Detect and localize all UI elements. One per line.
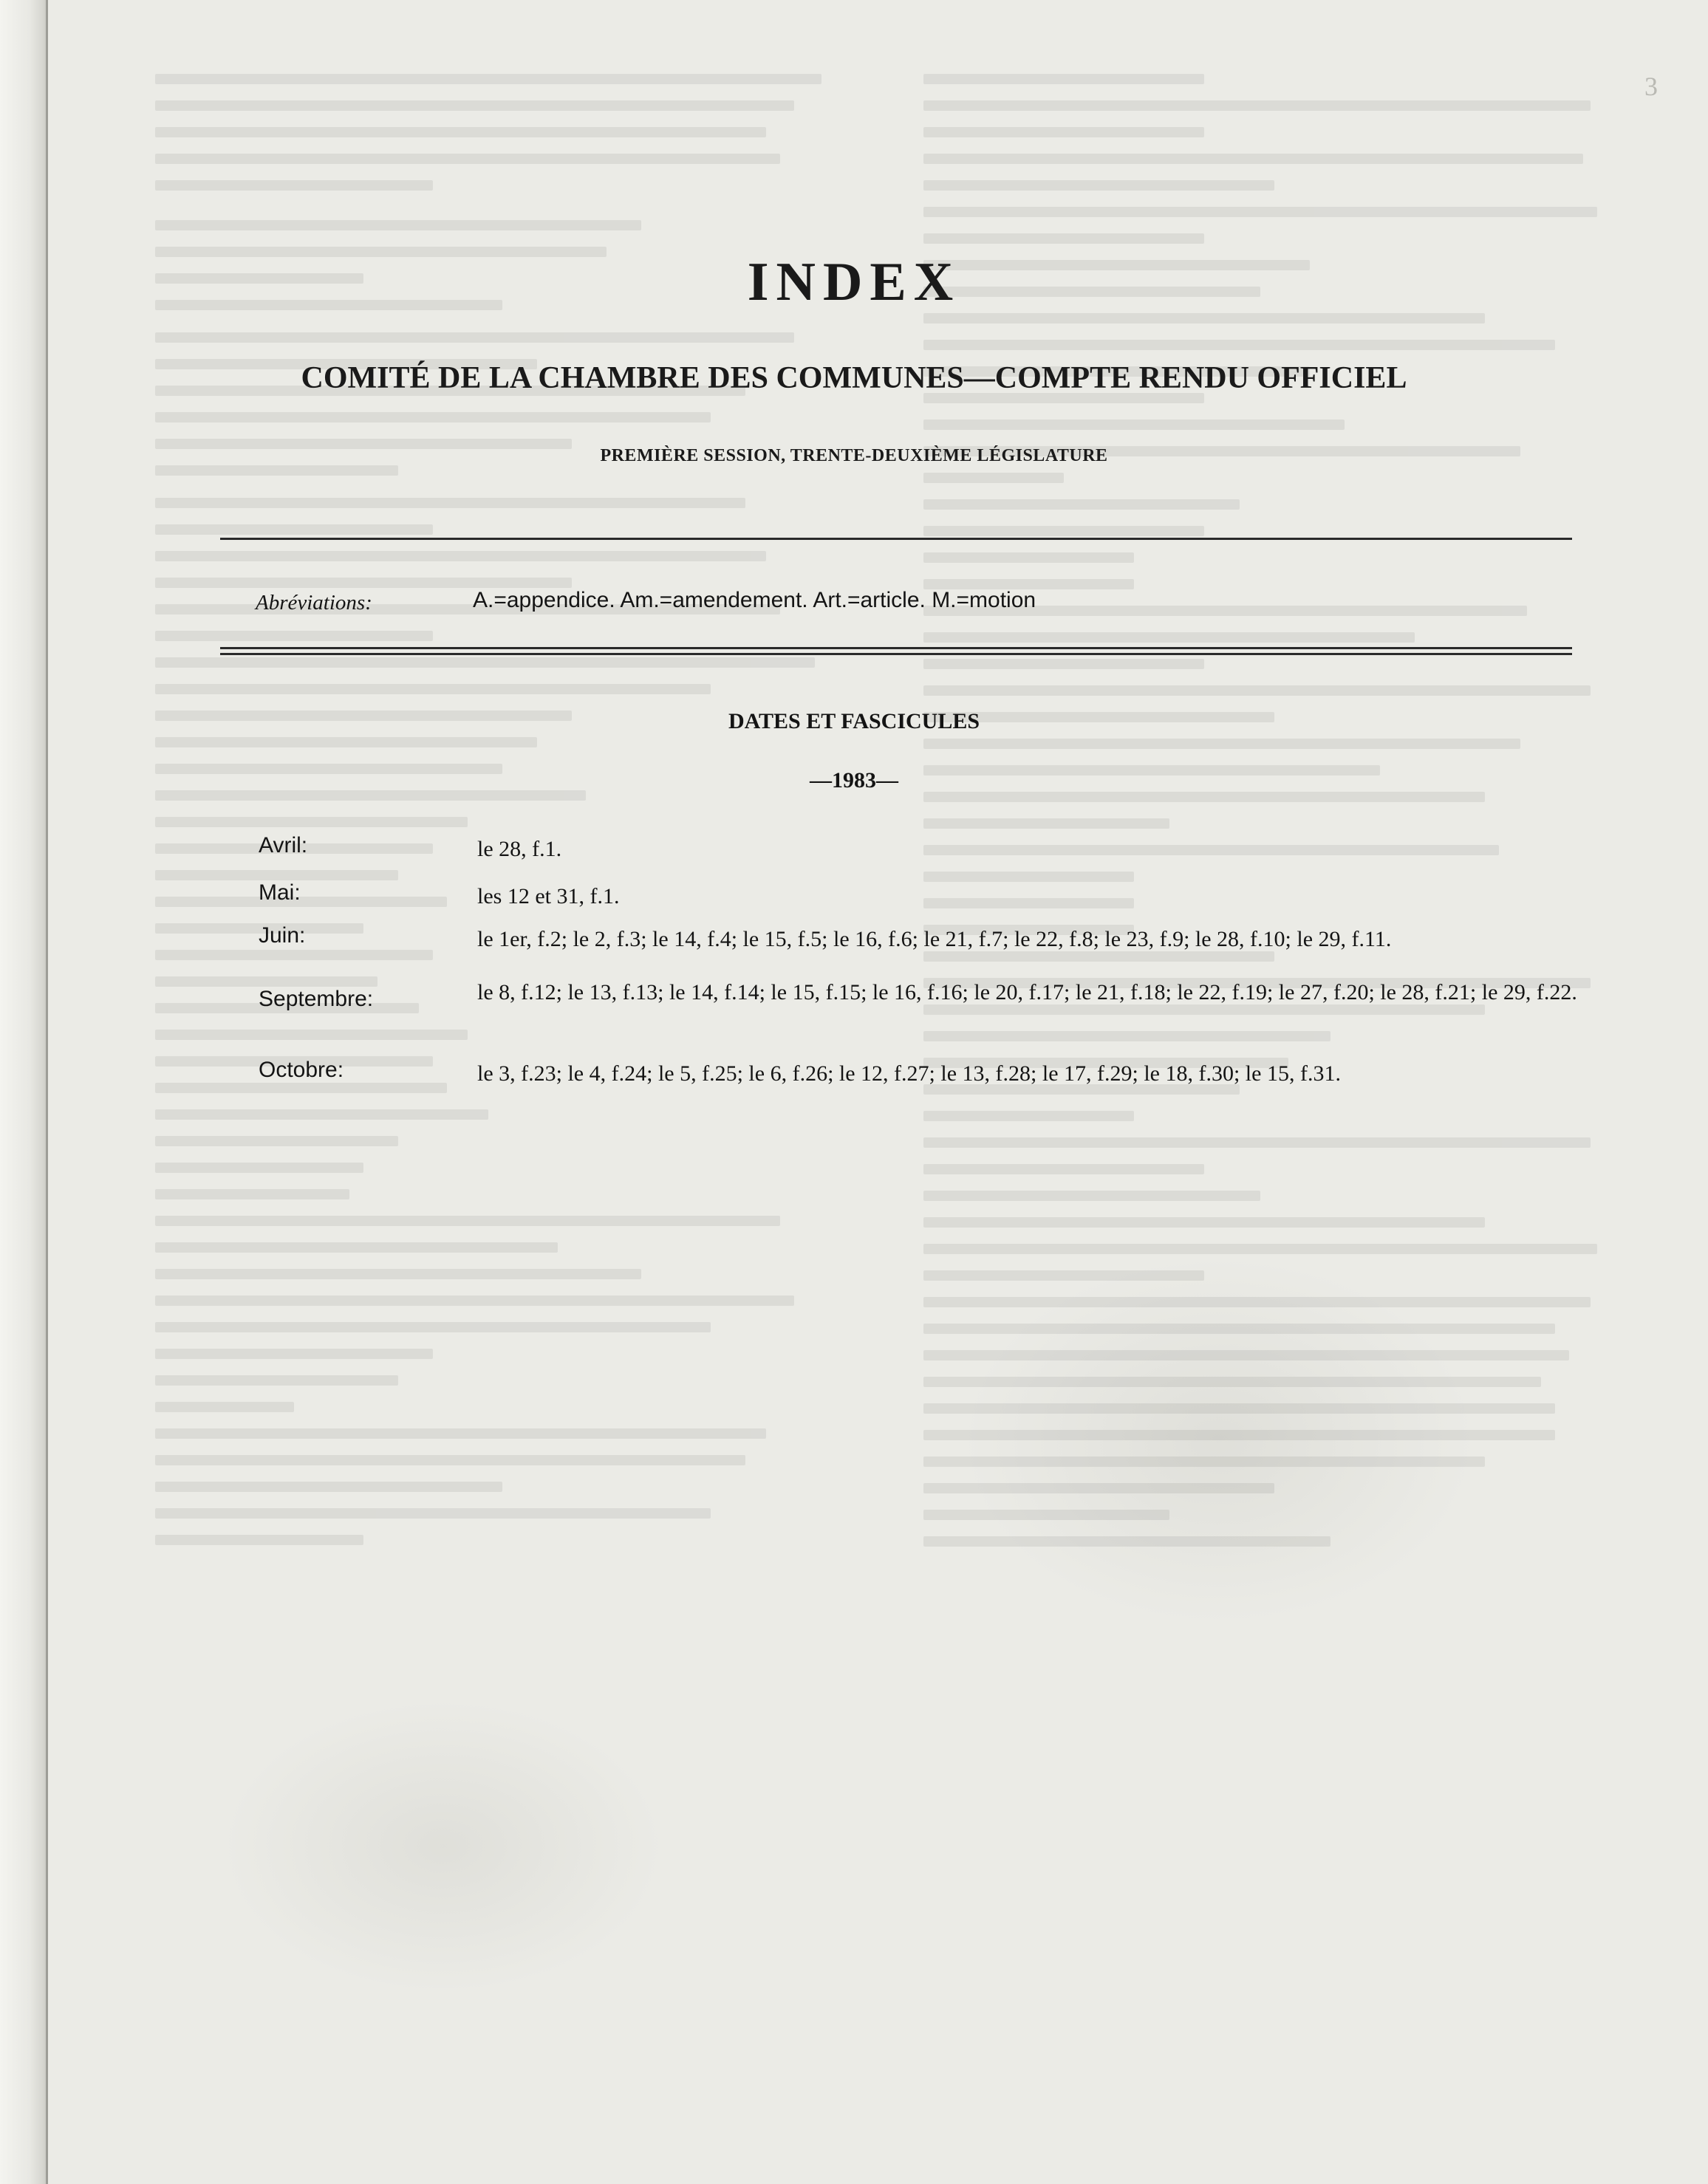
entry-month: Octobre: <box>259 1058 344 1082</box>
entry-issues: le 1er, f.2; le 2, f.3; le 14, f.4; le 15, f.5; le 16, f.6; le 21, f.7; le 22, f.8; le 23, f.9; le 28, f.10; le 29, f.11. <box>477 927 1392 951</box>
entry-month: Juin: <box>259 923 306 948</box>
paper-stain <box>222 1699 665 1994</box>
divider-top <box>220 538 1572 540</box>
entry-month: Septembre: <box>259 987 374 1011</box>
page-title: INDEX <box>747 252 961 312</box>
committee-subtitle: COMITÉ DE LA CHAMBRE DES COMMUNES—COMPTE RENDU OFFICIEL <box>301 361 1407 395</box>
entry-issues: le 3, f.23; le 4, f.24; le 5, f.25; le 6, f.26; le 12, f.27; le 13, f.28; le 17, f.29; le 18, f.30; le 15, f.31. <box>477 1061 1341 1086</box>
entry-issues: les 12 et 31, f.1. <box>477 884 620 908</box>
entry-issues: le 8, f.12; le 13, f.13; le 14, f.14; le 15, f.15; le 16, f.16; le 20, f.17; le 21, f.18; le 22, f.19; le 27, f.20; le 28, f.21; le 29, f.22. <box>477 980 1577 1004</box>
divider-double-1 <box>220 647 1572 649</box>
dates-heading: DATES ET FASCICULES <box>728 709 980 733</box>
page-binding-line <box>46 0 48 2184</box>
session-line: PREMIÈRE SESSION, TRENTE-DEUXIÈME LÉGISLATURE <box>600 446 1108 465</box>
paper-stain <box>960 1256 1478 1625</box>
divider-double-2 <box>220 653 1572 655</box>
entry-month: Mai: <box>259 880 301 905</box>
entry-issues: le 28, f.1. <box>477 837 562 861</box>
year-heading: —1983— <box>810 768 898 793</box>
entry-month: Avril: <box>259 833 308 857</box>
abbreviations-text: A.=appendice. Am.=amendement. Art.=article. M.=motion <box>473 588 1036 612</box>
abbreviations-label: Abréviations: <box>256 591 372 615</box>
page-binding-edge <box>0 0 47 2184</box>
page-number-bleed: 3 <box>1644 72 1658 101</box>
